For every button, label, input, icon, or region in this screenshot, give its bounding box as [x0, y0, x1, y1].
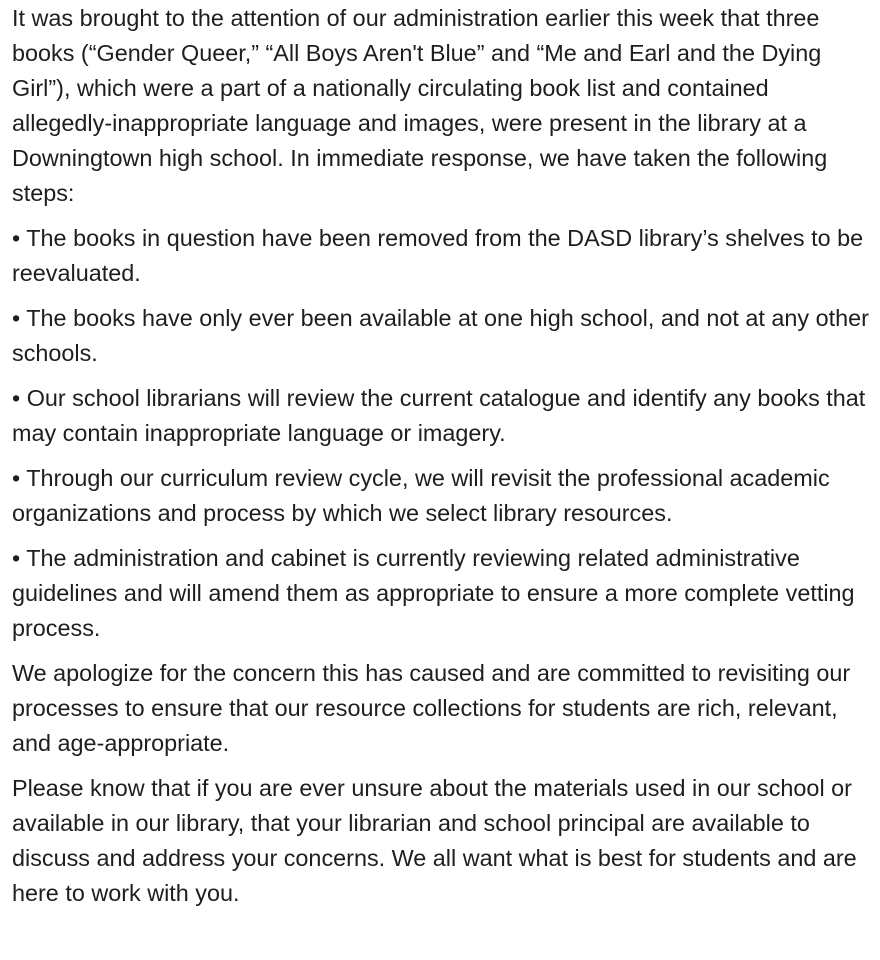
bullet-item-librarian-review: • Our school librarians will review the current catalogue and identify any books that may contain inappropriate language or imagery. [12, 385, 866, 446]
apology-paragraph: We apologize for the concern this has caused and are committed to revisiting our processes to ensure that our resource collections for students are rich, relevant, and age-appropriate. [12, 660, 851, 756]
bullet-item-one-high-school: • The books have only ever been available at one high school, and not at any other schools. [12, 305, 869, 366]
bullet-item-books-removed: • The books in question have been removed from the DASD library’s shelves to be reevaluated. [12, 225, 864, 286]
intro-paragraph: It was brought to the attention of our administration earlier this week that three books (“Gender Queer,” “All Boys Aren't Blue” and “Me and Earl and the Dying Girl”), which were a part of a nationally circulating book list and contained allegedly-inappropriate language and images, were present in the library at a Downingtown high school. In immediate response, we have taken the following steps: [12, 5, 828, 206]
bullet-item-guidelines-review: • The administration and cabinet is currently reviewing related administrative guidelines and will amend them as appropriate to ensure a more complete vetting process. [12, 545, 855, 641]
bullet-item-curriculum-review: • Through our curriculum review cycle, we will revisit the professional academic organizations and process by which we select library resources. [12, 465, 830, 526]
closing-paragraph: Please know that if you are ever unsure about the materials used in our school or available in our library, that your librarian and school principal are available to discuss and address your concerns. We all want what is best for students and are here to work with you. [12, 775, 857, 906]
